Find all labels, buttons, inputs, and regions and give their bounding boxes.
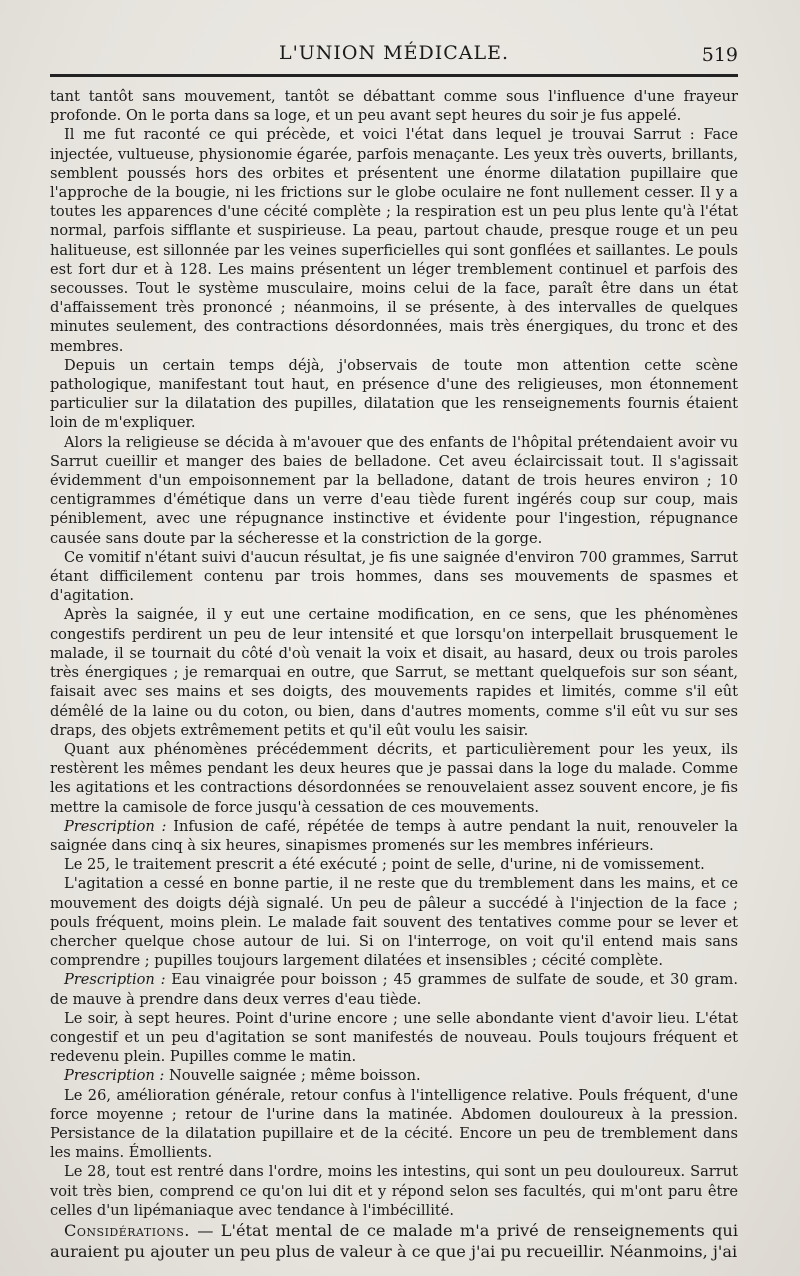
paragraph: Il me fut raconté ce qui précède, et voici l'état dans lequel je trouvai Sarrut : Face injectée, vultueuse, physionomie égarée, parfois menaçante. Les yeux très ouverts, brillants, semblent poussés hors des orbites et présentent une énorme dilatation pupillaire que l'approche de la bougie, ni les frictions sur le globe oculaire ne font nullement cesser. Il y a toutes les apparences d'une cécité complète ; la respiration est un peu plus lente qu'à l'état normal, parfois sifflante et suspirieuse. La peau, partout chaude, presque rouge et un peu halitueuse, est sillonnée par les veines superficielles qui sont gonflées et saillantes. Le pouls est fort dur et à 128. Les mains présentent un léger tremblement continuel et parfois des secousses. Tout le système musculaire, moins celui de la face, paraît être dans un état d'affaissement très prononcé ; néanmoins, il se présente, à des intervalles de quelques minutes seulement, des contractions désordonnées, mais très énergiques, du tronc et des membres.: [50, 126, 738, 355]
article-body: [50, 87, 738, 1262]
paragraph: Ce vomitif n'étant suivi d'aucun résultat, je fis une saignée d'environ 700 grammes, Sarrut étant difficilement contenu par trois hommes, dans ses mouvements de spasmes et d'agitation.: [50, 548, 738, 605]
prescription-paragraph: Prescription : Infusion de café, répétée de temps à autre pendant la nuit, renouveler la saignée dans cinq à six heures, sinapismes promenés sur les membres inférieurs.: [50, 817, 738, 854]
running-title: L'UNION MÉDICALE.: [278, 42, 510, 64]
prescription-paragraph: Prescription : Eau vinaigrée pour boisson ; 45 grammes de sulfate de soude, et 30 gram. de mauve à prendre dans deux verres d'eau tiède.: [50, 971, 738, 1008]
prescription-label: Prescription :: [64, 817, 167, 835]
paragraph: L'agitation a cessé en bonne partie, il ne reste que du tremblement dans les mains, et ce mouvement des doigts déjà signalé. Un peu de pâleur a succédé à l'injection de la face ; pouls fréquent, moins plein. Le malade fait souvent des tentatives comme pour se lever et chercher quelque chose autour de lui. Si on l'interroge, on voit qu'il entend mais sans comprendre ; pupilles toujours largement dilatées et insensibles ; cécité complète.: [50, 875, 738, 970]
paragraph: Alors la religieuse se décida à m'avouer que des enfants de l'hôpital prétendaient avoir vu Sarrut cueillir et manger des baies de belladone. Cet aveu éclaircissait tout. Il s'agissait évidemment d'un empoisonnement par la belladone, datant de trois heures environ ; 10 centigrammes d'émétique dans un verre d'eau tiède furent ingérés coup sur coup, mais péniblement, avec une répugnance instinctive et évidente pour l'ingestion, répugnance causée sans doute par la sécheresse et la constriction de la gorge.: [50, 433, 738, 547]
paragraph: Le 28, tout est rentré dans l'ordre, moins les intestins, qui sont un peu douloureux. Sarrut voit très bien, comprend ce qu'on lui dit et y répond selon ses facultés, qui m'ont paru être celles d'un lipémaniaque avec tendance à l'imbécillité.: [50, 1163, 738, 1219]
considerations-label: Considérations.: [64, 1220, 190, 1240]
page-number: 519: [701, 44, 738, 66]
paragraph: tant tantôt sans mouvement, tantôt se débattant comme sous l'influence d'une frayeur profonde. On le porta dans sa loge, et un peu avant sept heures du soir je fus appelé.: [50, 88, 738, 125]
prescription-label: Prescription :: [64, 1067, 165, 1085]
paragraph: Après la saignée, il y eut une certaine modification, en ce sens, que les phénomènes congestifs perdirent un peu de leur intensité et que lorsqu'on interpellait brusquement le malade, il se tournait du côté d'où venait la voix et disait, au hasard, deux ou trois paroles très énergiques ; je remarquai en outre, que Sarrut, se mettant quelquefois sur son séant, faisait avec ses mains et ses doigts, des mouvements rapides et limités, comme s'il eût démêlé de la laine ou du coton, ou bien, dans d'autres moments, comme s'il eût vu sur ses draps, des objets extrêmement petits et qu'il eût voulu les saisir.: [50, 606, 738, 739]
paragraph: Quant aux phénomènes précédemment décrits, et particulièrement pour les yeux, ils restèrent les mêmes pendant les deux heures que je passai dans la loge du malade. Comme les agitations et les contractions désordonnées se renouvelaient assez souvent encore, je fis mettre la camisole de force jusqu'à cessation de ces mouvements.: [50, 740, 738, 816]
paragraph: Le 26, amélioration générale, retour confus à l'intelligence relative. Pouls fréquent, d'une force moyenne ; retour de l'urine dans la matinée. Abdomen douloureux à la pression. Persistance de la dilatation pupillaire et de la cécité. Encore un peu de tremblement dans les mains. Émollients.: [50, 1086, 738, 1162]
prescription-label: Prescription :: [64, 971, 166, 989]
paragraph: Le 25, le traitement prescrit a été exécuté ; point de selle, d'urine, ni de vomissement.: [64, 856, 705, 874]
considerations-paragraph: Considérations. — L'état mental de ce malade m'a privé de renseignements qui auraient pu ajouter un peu plus de valeur à ce que j'ai pu recueillir. Néanmoins, j'ai: [50, 1220, 738, 1261]
prescription-paragraph: Prescription : Nouvelle saignée ; même boisson.: [64, 1067, 421, 1085]
paragraph: Depuis un certain temps déjà, j'observais de toute mon attention cette scène pathologique, manifestant tout haut, en présence d'une des religieuses, mon étonnement particulier sur la dilatation des pupilles, dilatation que les renseignements fournis étaient loin de m'expliquer.: [50, 356, 738, 432]
header-rule: [50, 74, 738, 77]
page-header: [50, 38, 738, 74]
paragraph: Le soir, à sept heures. Point d'urine encore ; une selle abondante vient d'avoir lieu. L'état congestif et un peu d'agitation se sont manifestés de nouveau. Pouls toujours fréquent et redevenu plein. Pupilles comme le matin.: [50, 1009, 738, 1066]
